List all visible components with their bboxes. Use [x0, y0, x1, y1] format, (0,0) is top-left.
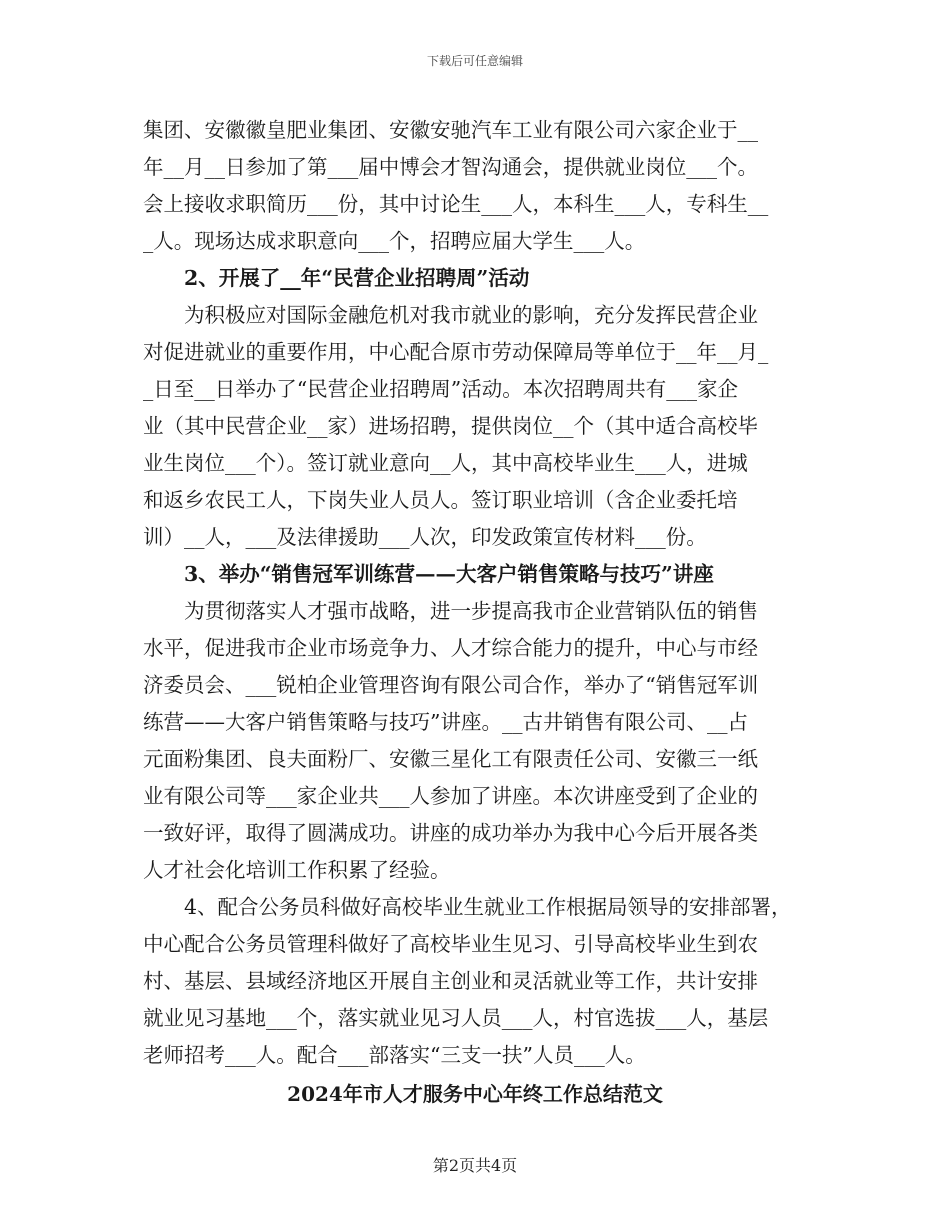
text-line: 业（其中民营企业__家）进场招聘，提供岗位__个（其中适合高校毕	[143, 414, 758, 438]
text-line: 年__月__日参加了第___届中博会才智沟通会，提供就业岗位___个。	[143, 155, 758, 179]
text-line: 就业见习基地___个，落实就业见习人员___人，村官选拔___人，基层	[143, 1006, 769, 1030]
text-line: 和返乡农民工人，下岗失业人员人。签订职业培训（含企业委托培	[143, 488, 738, 512]
section-heading: 3、举办“销售冠军训练营——大客户销售策略与技巧”讲座	[184, 562, 714, 586]
page-footer: 第2页共4页	[432, 1156, 518, 1175]
section-heading: 2、开展了__年“民营企业招聘周”活动	[184, 266, 530, 290]
body-text	[143, 112, 813, 1074]
text-line: 练营——大客户销售策略与技巧”讲座。__古井销售有限公司、__占	[143, 710, 748, 734]
text-line: 一致好评，取得了圆满成功。讲座的成功举办为我中心今后开展各类	[143, 821, 758, 845]
text-line: 4、配合公务员科做好高校毕业生就业工作根据局领导的安排部署，	[184, 895, 792, 919]
text-line: 元面粉集团、良夫面粉厂、安徽三星化工有限责任公司、安徽三一纸	[143, 747, 758, 771]
text-line: 对促进就业的重要作用，中心配合原市劳动保障局等单位于__年__月_	[143, 340, 769, 364]
text-line: 训）__人，___及法律援助___人次，印发政策宣传材料___份。	[143, 525, 707, 549]
text-line: 为贯彻落实人才强市战略，进一步提高我市企业营销队伍的销售	[184, 599, 758, 623]
text-line: 集团、安徽徽皇肥业集团、安徽安驰汽车工业有限公司六家企业于__	[143, 118, 758, 142]
text-line: 业生岗位___个）。签订就业意向__人，其中高校毕业生___人，进城	[143, 451, 748, 475]
text-line: 老师招考___人。配合___部落实“三支一扶”人员___人。	[143, 1043, 646, 1067]
text-line: _人。现场达成求职意向___个，招聘应届大学生___人。	[143, 229, 646, 253]
text-line: _日至__日举办了“民营企业招聘周”活动。本次招聘周共有___家企	[143, 377, 738, 401]
text-line: 济委员会、___锐柏企业管理咨询有限公司合作，举办了“销售冠军训	[143, 673, 759, 697]
page-header: 下载后可任意编辑	[426, 54, 523, 68]
text-line: 水平，促进我市企业市场竞争力、人才综合能力的提升，中心与市经	[143, 636, 758, 660]
text-line: 村、基层、县域经济地区开展自主创业和灵活就业等工作，共计安排	[143, 969, 758, 993]
text-line: 会上接收求职简历___份，其中讨论生___人，本科生___人，专科生__	[143, 192, 769, 216]
text-line: 为积极应对国际金融危机对我市就业的影响，充分发挥民营企业	[184, 303, 758, 327]
text-line: 业有限公司等___家企业共___人参加了讲座。本次讲座受到了企业的	[143, 784, 758, 808]
document-title: 2024年市人才服务中心年终工作总结范文	[287, 1082, 663, 1106]
text-line: 人才社会化培训工作积累了经验。	[143, 858, 451, 882]
text-line: 中心配合公务员管理科做好了高校毕业生见习、引导高校毕业生到农	[143, 932, 758, 956]
